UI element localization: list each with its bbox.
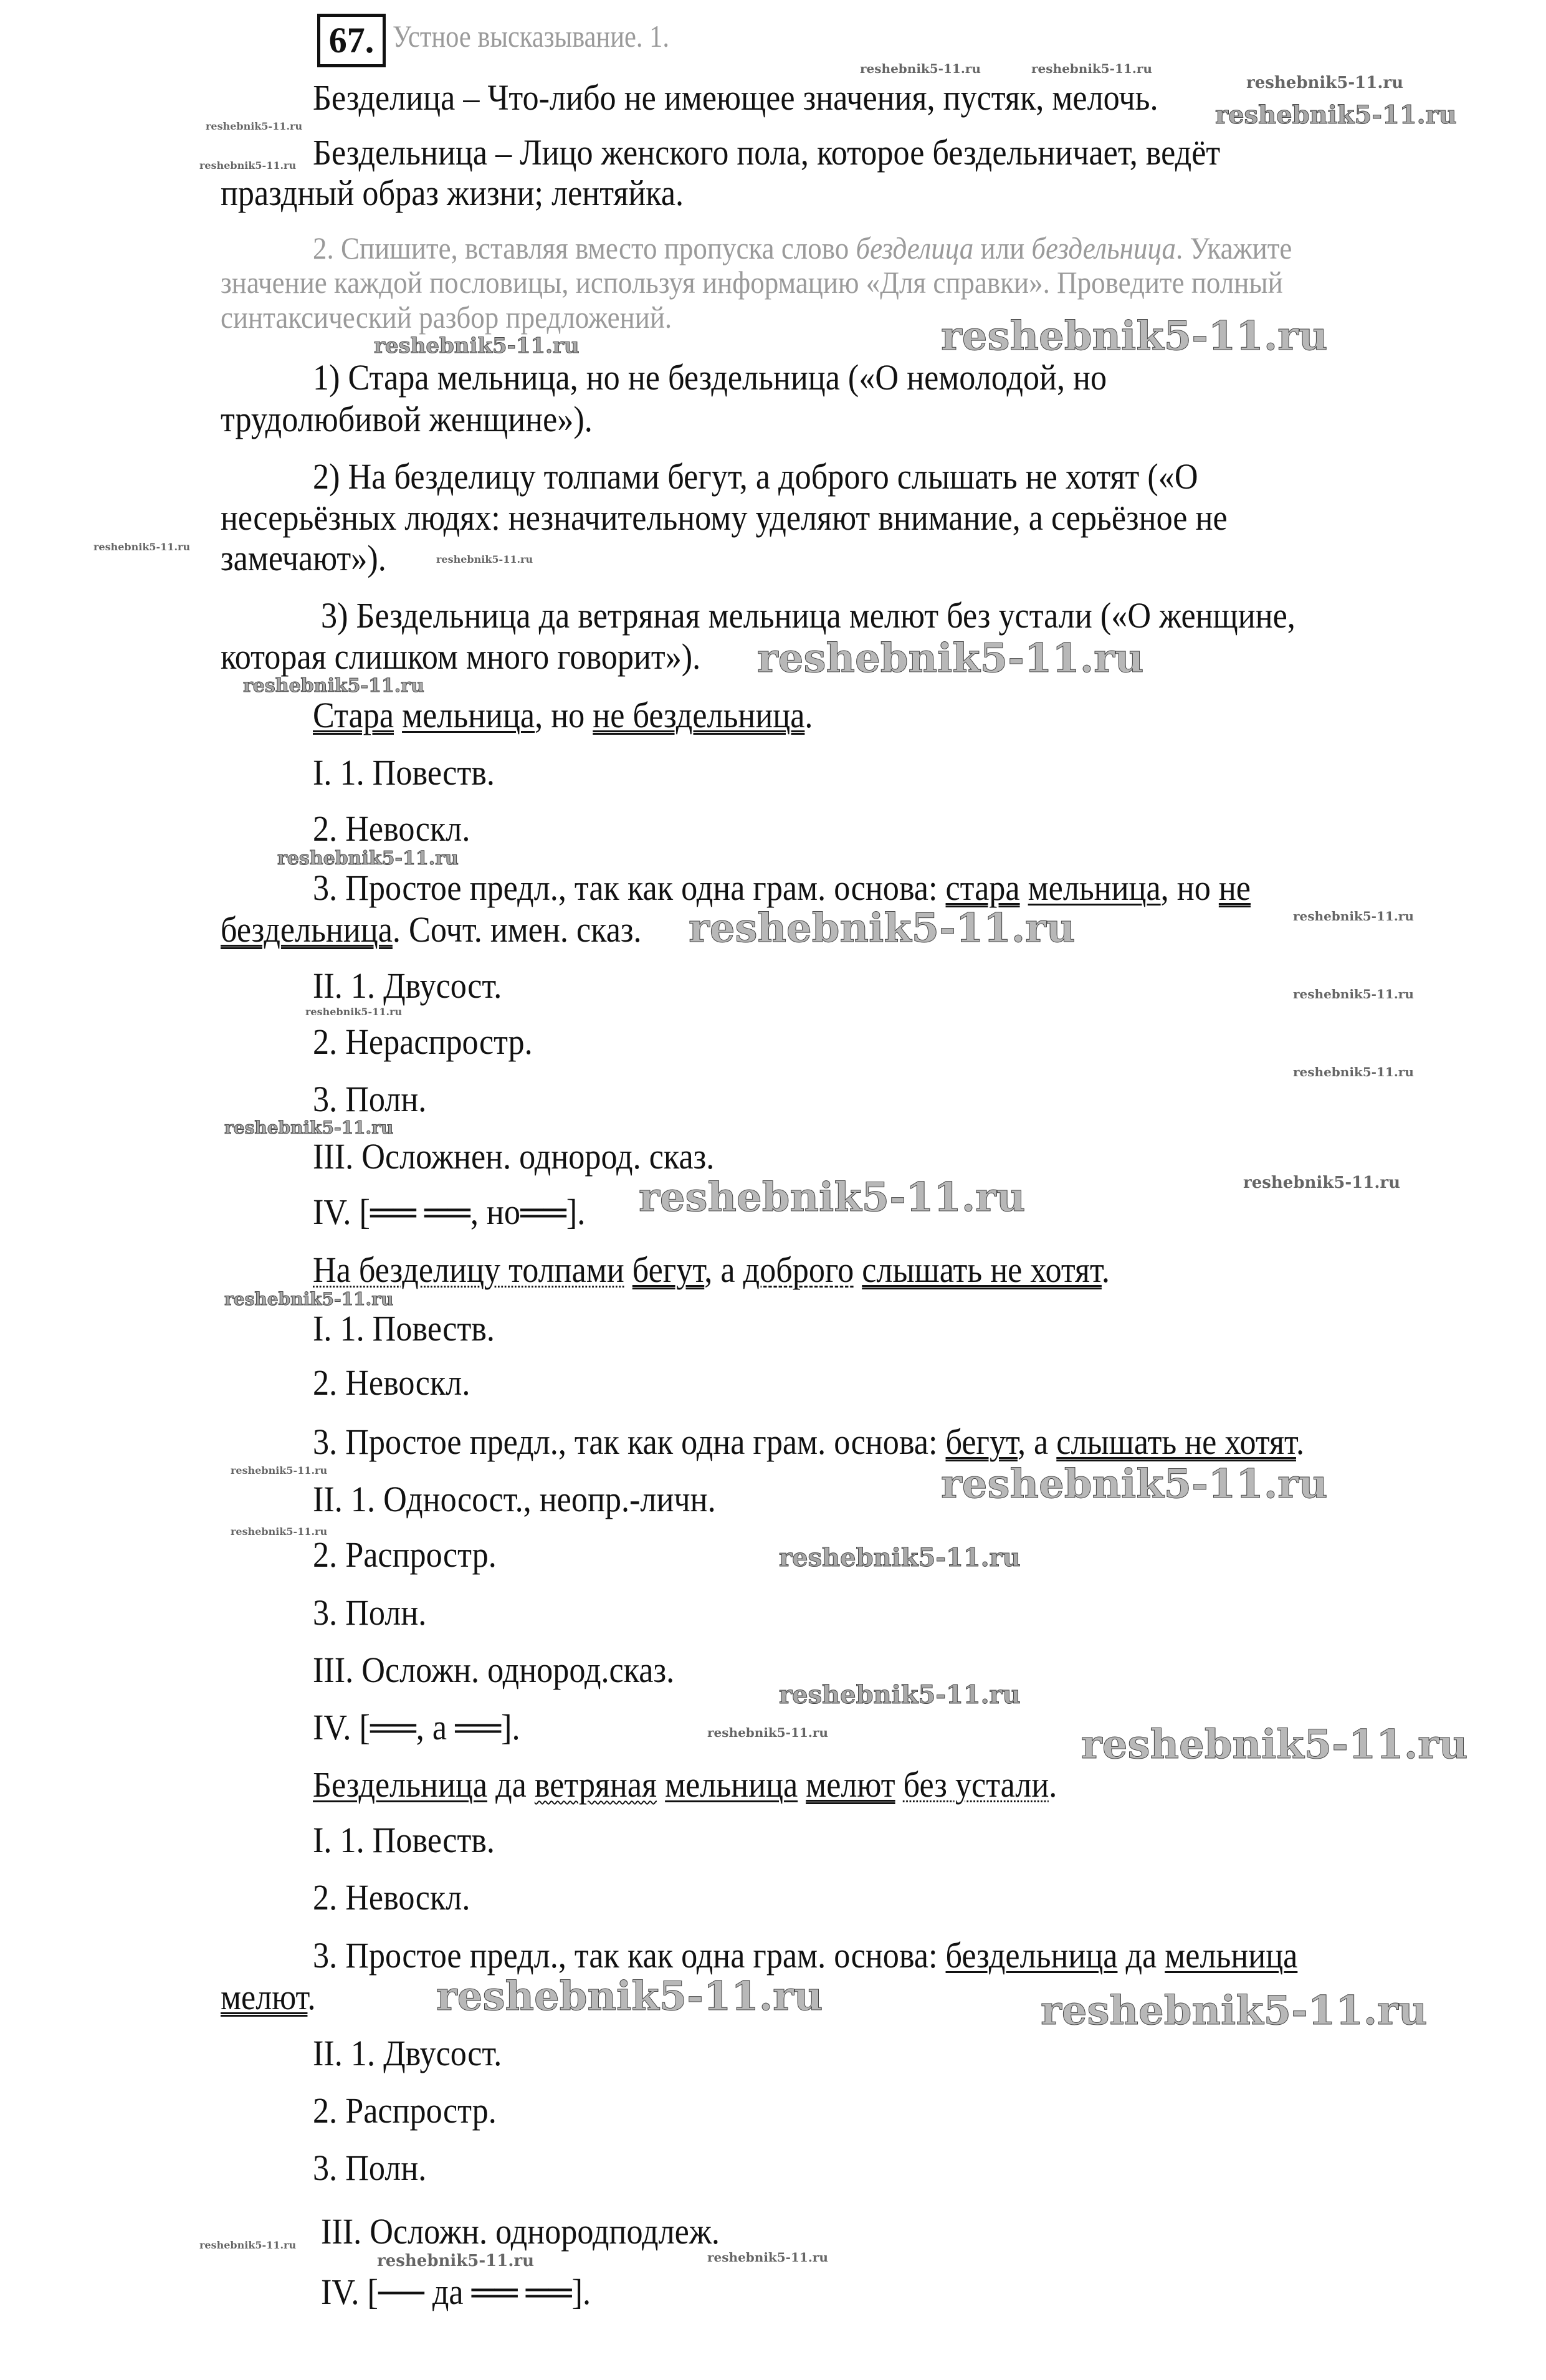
watermark: reshebnik5-11.ru (224, 1289, 394, 1309)
watermark: reshebnik5-11.ru (1243, 1173, 1401, 1192)
watermark: reshebnik5-11.ru (1293, 987, 1414, 1001)
watermark: reshebnik5-11.ru (1081, 1721, 1468, 1768)
marked-word: Стара (313, 695, 394, 735)
proverb-3-cont: которая слишком много говорит»). (221, 636, 701, 677)
analysis3-iv-scheme: IV. [── да ══ ══]. (321, 2272, 591, 2312)
analysis2-iv-scheme: IV. [══, а ══]. (313, 1707, 520, 1747)
analysis1-sentence (313, 697, 813, 734)
watermark: reshebnik5-11.ru (277, 848, 459, 869)
watermark: reshebnik5-11.ru (707, 2250, 828, 2265)
marked-word: бегут (632, 1250, 705, 1290)
analysis1-ii2: 2. Нераспростр. (313, 1021, 533, 1062)
marked-word: мелют (221, 1977, 308, 2017)
text-segment (798, 1764, 806, 1805)
marked-word: без устали (903, 1764, 1049, 1805)
marked-word: не (1218, 867, 1251, 908)
exercise-header: Устное высказывание. 1. (393, 19, 669, 54)
watermark: reshebnik5-11.ru (639, 1174, 1026, 1221)
text-segment: да (1117, 1935, 1165, 1976)
marked-word: стара (945, 867, 1020, 908)
watermark: reshebnik5-11.ru (860, 61, 981, 76)
text-segment (657, 1764, 665, 1805)
analysis3-ii2: 2. Распростр. (313, 2090, 497, 2131)
text-segment: 2. Спишите, вставляя вместо пропуска слово (313, 231, 856, 265)
analysis1-ii3: 3. Полн. (313, 1079, 427, 1119)
proverb-2-cont: несерьёзных людях: незначительному уделяют внимание, а серьёзное не (221, 497, 1228, 538)
marked-word: мельница (665, 1764, 798, 1805)
text-segment: , а (1017, 1422, 1057, 1462)
marked-word: мельница (1028, 867, 1161, 908)
analysis3-ii1: II. 1. Двусост. (313, 2033, 502, 2073)
analysis2-ii1: II. 1. Односост., неопр.-личн. (313, 1479, 716, 1519)
text-segment: да (487, 1764, 535, 1805)
watermark: reshebnik5-11.ru (779, 1680, 1021, 1709)
watermark: reshebnik5-11.ru (199, 2239, 297, 2251)
watermark: reshebnik5-11.ru (779, 1543, 1021, 1572)
analysis1-iii: III. Осложнен. однород. сказ. (313, 1136, 715, 1177)
marked-word: мелют (806, 1764, 895, 1805)
text-segment: . Сочт. имен. сказ. (392, 909, 642, 950)
analysis2-i3 (313, 1423, 1304, 1461)
analysis2-ii2: 2. Распростр. (313, 1534, 497, 1575)
definition-bezdelnitsa-cont: праздный образ жизни; лентяйка. (221, 173, 684, 213)
text-segment (624, 1250, 632, 1290)
watermark: reshebnik5-11.ru (707, 1725, 828, 1740)
analysis1-i1: I. 1. Повеств. (313, 752, 495, 793)
marked-word: ветряная (534, 1764, 657, 1805)
watermark: reshebnik5-11.ru (436, 553, 533, 565)
marked-word: слышать не хотят (862, 1250, 1102, 1290)
text-segment: , а (704, 1250, 743, 1290)
watermark: reshebnik5-11.ru (305, 1006, 403, 1018)
watermark: reshebnik5-11.ru (1215, 100, 1457, 130)
watermark: reshebnik5-11.ru (941, 1461, 1328, 1508)
text-segment: . (1049, 1764, 1057, 1805)
watermark: reshebnik5-11.ru (1041, 1987, 1428, 2034)
definition-bezdelitsa: Безделица – Что-либо не имеющее значения, пустяк, мелочь. (313, 77, 1158, 118)
analysis1-iv-scheme: IV. [══ ══, но══]. (313, 1192, 586, 1232)
watermark: reshebnik5-11.ru (436, 1973, 823, 2020)
exercise-number: 67. (317, 14, 386, 67)
text-segment: 3. Простое предл., так как одна грам. основа: (313, 1935, 946, 1976)
marked-word: бездельница (945, 1935, 1118, 1976)
marked-word: бездельница (221, 909, 393, 950)
analysis2-i1: I. 1. Повеств. (313, 1308, 495, 1349)
text-segment: 3. Простое предл., так как одна грам. основа: (313, 1422, 946, 1462)
watermark: reshebnik5-11.ru (243, 675, 424, 697)
analysis2-sentence (313, 1251, 1110, 1289)
analysis3-i3-cont (221, 1979, 316, 2016)
marked-word: слышать не хотят (1056, 1422, 1296, 1462)
analysis1-i3-cont (221, 911, 642, 949)
task-line-3: синтаксический разбор предложений. (221, 300, 672, 335)
text-segment: , но (535, 695, 593, 735)
text-segment (854, 1250, 862, 1290)
marked-word: бездельница (1031, 231, 1176, 265)
watermark: reshebnik5-11.ru (93, 541, 191, 553)
marked-word: На безделицу толпами (313, 1250, 624, 1290)
watermark: reshebnik5-11.ru (1293, 1064, 1414, 1079)
text-segment: . Укажите (1176, 231, 1292, 265)
watermark: reshebnik5-11.ru (1031, 61, 1152, 76)
watermark: reshebnik5-11.ru (941, 313, 1328, 360)
analysis1-i3 (313, 869, 1251, 907)
analysis1-i2: 2. Невоскл. (313, 808, 470, 849)
watermark: reshebnik5-11.ru (1293, 909, 1414, 924)
marked-word: мельница (402, 695, 535, 735)
watermark: reshebnik5-11.ru (374, 333, 580, 358)
text-segment: , но (1160, 867, 1219, 908)
analysis3-i2: 2. Невоскл. (313, 1877, 470, 1918)
marked-word: не бездельница (593, 695, 805, 735)
text-segment: или (973, 231, 1032, 265)
marked-word: бегут (945, 1422, 1018, 1462)
watermark: reshebnik5-11.ru (757, 635, 1144, 682)
proverb-3: 3) Бездельница да ветряная мельница мелют без устали («О женщине, (321, 595, 1295, 636)
proverb-1-cont: трудолюбивой женщине»). (221, 399, 593, 439)
text-segment: . (307, 1977, 316, 2017)
watermark: reshebnik5-11.ru (199, 160, 297, 171)
watermark: reshebnik5-11.ru (377, 2252, 535, 2270)
text-segment (1020, 867, 1028, 908)
analysis3-i3 (313, 1937, 1297, 1974)
analysis2-i2: 2. Невоскл. (313, 1362, 470, 1403)
marked-word: мельница (1165, 1935, 1298, 1976)
text-segment (895, 1764, 904, 1805)
analysis2-iii: III. Осложн. однород.сказ. (313, 1650, 675, 1690)
analysis2-ii3: 3. Полн. (313, 1592, 427, 1633)
analysis3-ii3: 3. Полн. (313, 2148, 427, 2188)
text-segment: 3. Простое предл., так как одна грам. основа: (313, 867, 946, 908)
watermark: reshebnik5-11.ru (1246, 74, 1404, 92)
definition-bezdelnitsa: Бездельница – Лицо женского пола, которое бездельничает, ведёт (313, 132, 1221, 173)
text-segment: . (1295, 1422, 1305, 1462)
proverb-1: 1) Стара мельница, но не бездельница («О немолодой, но (313, 357, 1107, 398)
watermark: reshebnik5-11.ru (224, 1117, 394, 1138)
watermark: reshebnik5-11.ru (231, 1526, 328, 1537)
analysis3-sentence (313, 1766, 1057, 1804)
watermark: reshebnik5-11.ru (206, 120, 303, 132)
watermark: reshebnik5-11.ru (689, 905, 1076, 952)
marked-word: Бездельница (313, 1764, 488, 1805)
proverb-2: 2) На безделицу толпами бегут, а доброго слышать не хотят («О (313, 456, 1198, 497)
analysis1-ii1: II. 1. Двусост. (313, 965, 502, 1006)
marked-word: безделица (856, 231, 974, 265)
task-line-1 (313, 232, 1292, 264)
analysis3-i1: I. 1. Повеств. (313, 1820, 495, 1860)
text-segment (394, 695, 402, 735)
watermark: reshebnik5-11.ru (231, 1465, 328, 1476)
proverb-2-cont2: замечают»). (221, 538, 386, 578)
marked-word: доброго (743, 1250, 854, 1290)
text-segment: . (804, 695, 813, 735)
text-segment: . (1101, 1250, 1110, 1290)
task-line-2: значение каждой пословицы, используя информацию «Для справки». Проведите полный (221, 265, 1283, 300)
analysis3-iii: III. Осложн. однородподлеж. (321, 2211, 720, 2252)
